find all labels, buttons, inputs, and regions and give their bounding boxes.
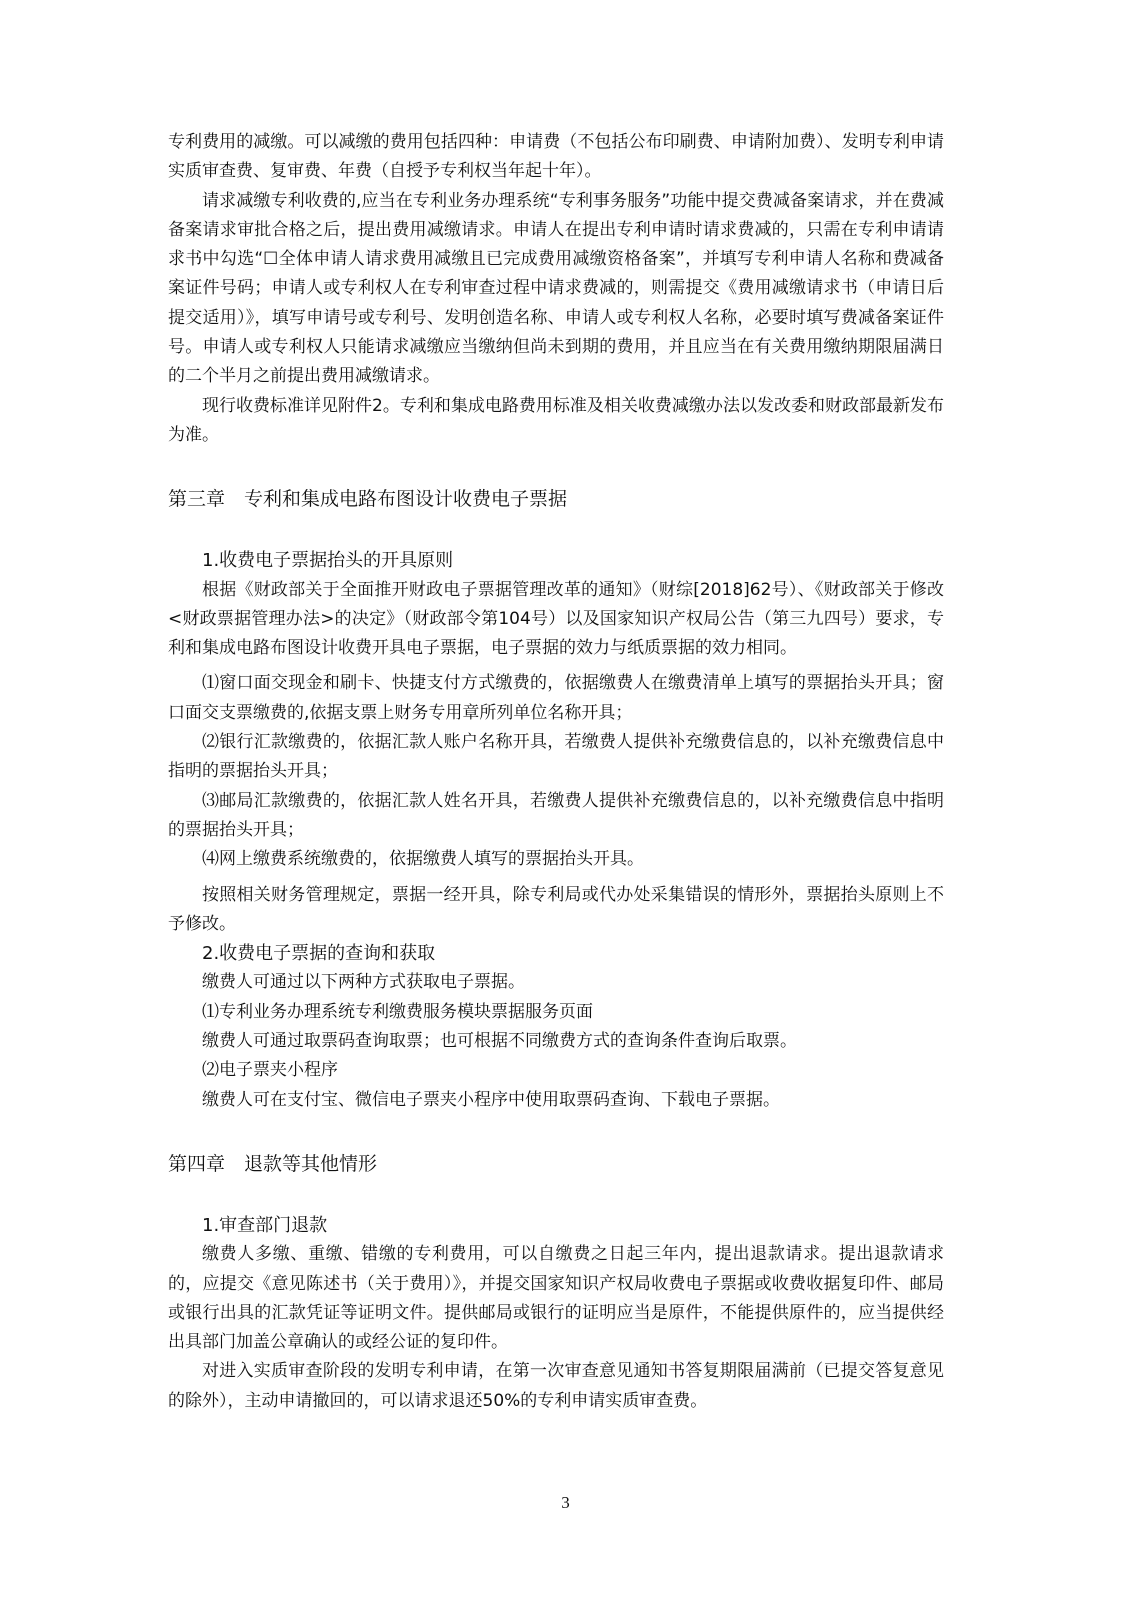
- chapter3-section1-heading: 1.收费电子票据抬头的开具原则: [202, 550, 454, 572]
- chapter3-section2-heading: 2.收费电子票据的查询和获取: [202, 943, 436, 965]
- chapter3-section2-intro: 缴费人可通过以下两种方式获取电子票据。: [202, 972, 525, 993]
- list-item: ⑷网上缴费系统缴费的，依据缴费人填写的票据抬头开具。: [202, 849, 644, 870]
- chapter3-section2-item1-text: 缴费人可通过取票码查询取票；也可根据不同缴费方式的查询条件查询后取票。: [202, 1031, 797, 1052]
- list-item: ⑵银行汇款缴费的，依据汇款人账户名称开具，若缴费人提供补充缴费信息的，以补充缴费信息中指明的票据抬头开具；: [168, 732, 944, 782]
- chapter3-section2-item2-title: ⑵电子票夹小程序: [202, 1060, 338, 1081]
- paragraph-fee-reduction-procedure: 请求减缴专利收费的,应当在专利业务办理系统“专利事务服务”功能中提交费减备案请求，并在费减备案请求审批合格之后，提出费用减缴请求。申请人在提出专利申请时请求费减的，只需在专利申请请求书中勾选“☐全体申请人请求费用减缴且已完成费用减缴资格备案”，并填写专利申请人名称和费减备案证件号码；申请人或专利权人在专利审查过程中请求费减的，则需提交《费用减缴请求书（申请日后提交适用）》，填写申请号或专利号、发明创造名称、申请人或专利权人名称，必要时填写费减备案证件号。申请人或专利权人只能请求减缴应当缴纳但尚未到期的费用，并且应当在有关费用缴纳期限届满日的二个半月之前提出费用减缴请求。: [168, 190, 944, 387]
- chapter3-section1-intro: 根据《财政部关于全面推开财政电子票据管理改革的通知》（财综[2018]62号）、《财政部关于修改<财政票据管理办法>的决定》（财政部令第104号）以及国家知识产权局公告（第三九四号）要求，专利和集成电路布图设计收费开具电子票据，电子票据的效力与纸质票据的效力相同。: [168, 579, 944, 659]
- chapter3-section2-item2-text: 缴费人可在支付宝、微信电子票夹小程序中使用取票码查询、下载电子票据。: [202, 1089, 780, 1110]
- list-item: ⑴窗口面交现金和刷卡、快捷支付方式缴费的，依据缴费人在缴费清单上填写的票据抬头开具；窗口面交支票缴费的,依据支票上财务专用章所列单位名称开具；: [168, 673, 944, 723]
- chapter3-section1-note: 按照相关财务管理规定，票据一经开具，除专利局或代办处采集错误的情形外，票据抬头原则上不予修改。: [168, 884, 944, 934]
- page-number: 3: [561, 1493, 570, 1512]
- list-item: ⑶邮局汇款缴费的，依据汇款人姓名开具，若缴费人提供补充缴费信息的，以补充缴费信息中指明的票据抬头开具；: [168, 790, 944, 840]
- paragraph-fee-reduction-types: 专利费用的减缴。可以减缴的费用包括四种：申请费（不包括公布印刷费、申请附加费）、发明专利申请实质审查费、复审费、年费（自授予专利权当年起十年）。: [168, 132, 944, 182]
- paragraph-fee-standard: 现行收费标准详见附件2。专利和集成电路费用标准及相关收费减缴办法以发改委和财政部最新发布为准。: [168, 395, 944, 445]
- document-page: [168, 128, 944, 1416]
- chapter3-section2-item1-title: ⑴专利业务办理系统专利缴费服务模块票据服务页面: [202, 1001, 593, 1022]
- chapter4-title: 第四章 退款等其他情形: [168, 1152, 378, 1175]
- chapter3-title: 第三章 专利和集成电路布图设计收费电子票据: [168, 488, 568, 511]
- chapter4-section1-heading: 1.审查部门退款: [202, 1214, 328, 1236]
- chapter4-section1-para2: 对进入实质审查阶段的发明专利申请，在第一次审查意见通知书答复期限届满前（已提交答复意见的除外），主动申请撤回的，可以请求退还50%的专利申请实质审查费。: [168, 1361, 944, 1411]
- chapter4-section1-para1: 缴费人多缴、重缴、错缴的专利费用，可以自缴费之日起三年内，提出退款请求。提出退款请求的，应提交《意见陈述书（关于费用）》，并提交国家知识产权局收费电子票据或收费收据复印件、邮局或银行出具的汇款凭证等证明文件。提供邮局或银行的证明应当是原件，不能提供原件的，应当提供经出具部门加盖公章确认的或经公证的复印件。: [168, 1244, 944, 1353]
